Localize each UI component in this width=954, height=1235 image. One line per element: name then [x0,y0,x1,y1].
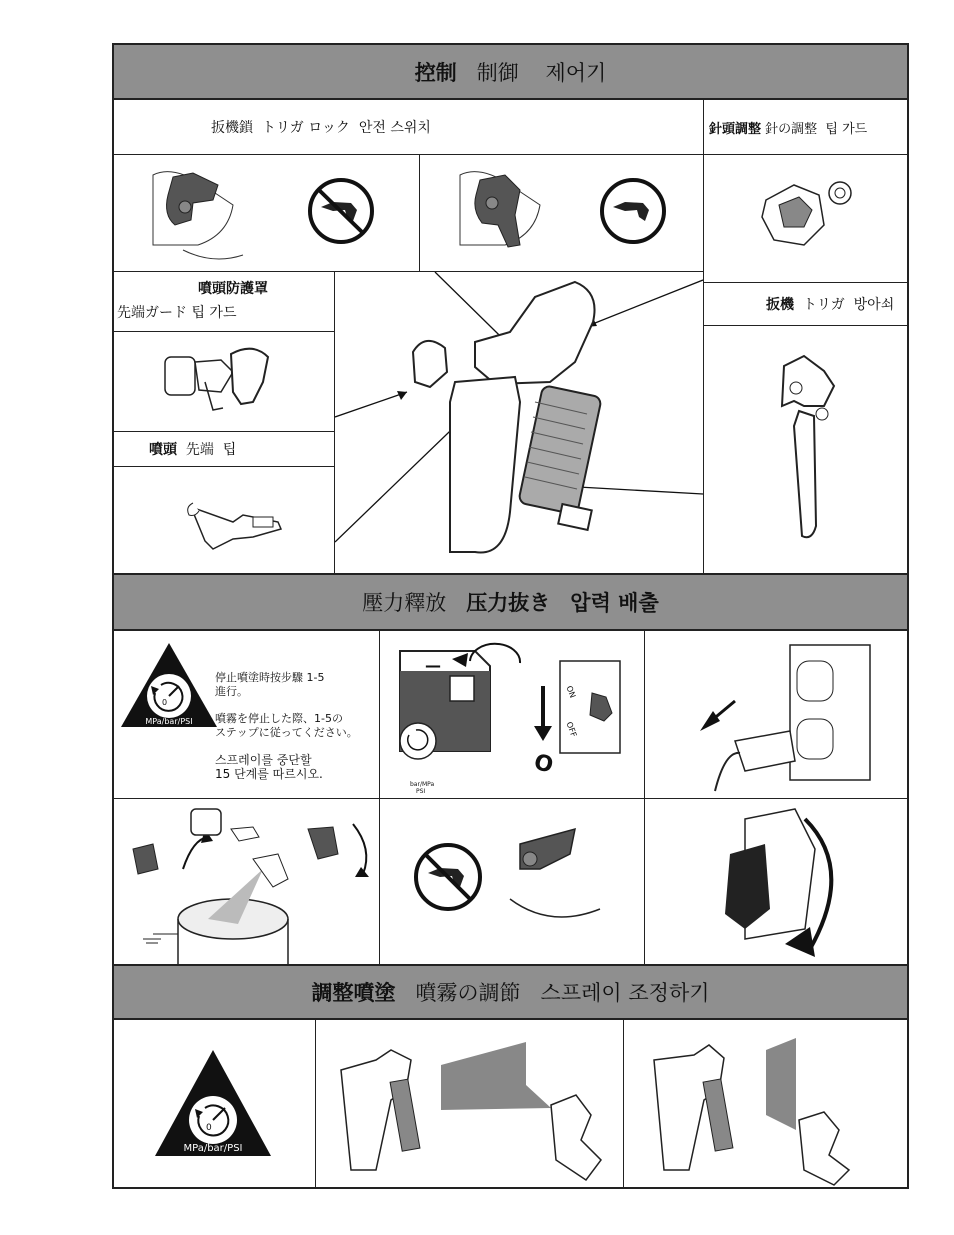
controls-header [112,43,909,100]
gauge-unit-1: MPa/bar/PSI [145,717,193,726]
spray-adjust-title-ko: 스프레이 조정하기 [540,981,710,1005]
open-drain-valve-illustration [644,798,909,965]
pressure-gauge-warning [112,1019,316,1189]
unplug-cord-illustration [644,630,909,799]
gauge-zero-1: 0 [162,698,168,707]
narrow-spray-illustration [623,1019,909,1189]
trigger-illustration [703,325,909,574]
tip-guard-title: 噴頭防護罩 [198,281,268,297]
gauge-unit-2a: bar/MPa [410,781,435,788]
spray-gun-main-illustration [334,271,704,574]
no-spray-icon-2 [416,845,480,909]
relief-text-ko-2: 15 단계를 따르시오. [215,767,323,781]
pressure-relief-instructions [112,630,380,799]
tip-label: 噴頭 先端 팁 [112,431,335,467]
pressure-title-zh: 壓力釋放 [362,591,447,615]
relief-text-ja-1: 噴霧を停止した際、1-5の [215,712,343,725]
pressure-relief-header [112,573,909,631]
wide-spray-illustration [315,1019,624,1189]
switch-on-label: ON [564,684,578,700]
relief-text-zh-2: 進行。 [215,685,248,698]
trigger-lock-engaged-illustration [112,154,420,272]
gauge-unit-3: MPa/bar/PSI [183,1143,243,1154]
relief-text-ja-2: ステップに従ってください。 [215,726,358,739]
needle-adjust-label: 針頭調整 針の調整 팁 가드 [703,99,909,155]
switch-minus: — [425,656,441,675]
switch-zero: O [531,749,556,779]
controls-title-ko: 제어기 [545,60,607,85]
spray-allowed-icon [602,180,664,242]
pressure-title-ko: 압력 배출 [570,591,659,615]
gauge-zero-3: 0 [206,1123,212,1133]
pressure-title-ja: 压力抜き [466,591,551,615]
tip-guard-illustration [112,331,335,432]
trigger-lock-label: 扳機鎖 トリガ ロック 안전 스위치 [112,99,704,155]
trigger-label: 扳機 トリガ 방아쇠 [703,282,909,326]
switch-off-label: OFF [564,720,579,739]
relief-text-zh-1: 停止噴塗時按步驟 1-5 [215,671,325,684]
trigger-lock-released-illustration [419,154,704,272]
controls-title-zh: 控制 [414,60,457,85]
lock-trigger-illustration [379,798,645,965]
gauge-unit-2b: PSI [416,788,426,795]
tip-guard-subtitle: 先端ガード 팁 가드 [117,305,237,321]
controls-title-ja: 制御 [476,60,519,85]
spray-adjust-header [112,964,909,1020]
remove-tip-ground-illustration [112,798,380,965]
no-spray-icon [310,180,372,242]
relief-text-ko-1: 스프레이를 중단할 [215,753,312,767]
spray-adjust-title-ja: 噴霧の調節 [415,981,521,1005]
spray-adjust-title-zh: 調整噴塗 [311,981,396,1005]
tip-guard-parts-illustration [703,154,909,283]
switch-off-illustration [379,630,645,799]
tip-guard-label [112,271,335,332]
spray-tip-illustration [112,466,335,574]
